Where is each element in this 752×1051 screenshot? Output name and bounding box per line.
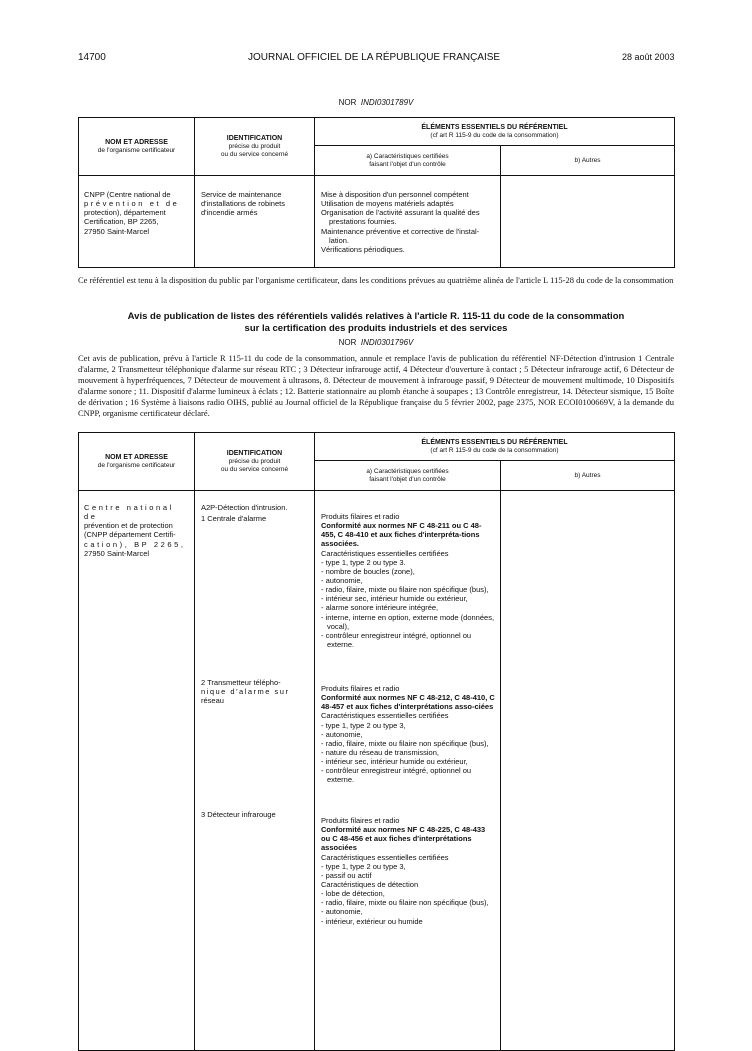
block-heading: Caractéristiques essentielles certifiées [321, 548, 449, 558]
conformity-statement: Conformité aux normes NF C 48-211 ou C 48-455, C 48-410 et aux fiches d'interpréta-tions associées. [321, 521, 482, 549]
t1-service-line: d'incendie armés [201, 208, 258, 218]
t1-org-line: protection), département [84, 208, 166, 218]
t1-item: Maintenance préventive et corrective de l'instal- [321, 226, 480, 236]
col-ref-sub: (cf art R 115-9 du code de la consommation) [430, 131, 559, 139]
product-block [321, 684, 496, 806]
col-header-name [79, 433, 195, 491]
col-ref-title: ÉLÉMENTS ESSENTIELS DU RÉFÉRENTIEL [421, 123, 568, 131]
t2-product-label-line: 3 Détecteur infrarouge [201, 810, 276, 820]
t1-item: Utilisation de moyens matériels adaptés [321, 199, 454, 209]
col-header-ident [195, 118, 315, 176]
col-a-line1: a) Caractéristiques certifiées [366, 468, 449, 476]
characteristic-item: - radio, filaire, mixte ou filaire non spécifique (bus), [321, 585, 489, 595]
t2-org-line: cation), BP 2265, [84, 539, 186, 549]
t2-characteristics-cell [315, 491, 501, 1051]
product-block [321, 512, 496, 674]
referentiel-table-1 [78, 117, 675, 268]
characteristics-list [321, 889, 496, 926]
characteristic-item: - type 1, type 2 ou type 3, [321, 861, 406, 871]
characteristics-list [321, 862, 496, 880]
t1-org-cell [79, 176, 195, 268]
characteristic-item: - lobe de détection, [321, 889, 385, 899]
t1-characteristics-cell [315, 176, 501, 268]
notice-title-line1: Avis de publication de listes des référentiels validés relatives à l'article R. 115-11 du code de la consommation [127, 311, 625, 322]
characteristic-item: - radio, filaire, mixte ou filaire non spécifique (bus), [321, 738, 489, 748]
characteristic-item: - type 1, type 2 ou type 3. [321, 557, 406, 567]
t1-item: Mise à disposition d'un personnel compétent [321, 190, 469, 199]
col-header-ref [315, 433, 675, 461]
t2-product-1-label [201, 514, 310, 678]
nor-reference-2 [0, 338, 752, 347]
block-heading: Produits filaires et radio [321, 684, 400, 693]
t2-org-line: prévention et de protection [84, 521, 173, 531]
col-ident-sub1: précise du produit [228, 143, 281, 151]
t2-org-cell [79, 491, 195, 1051]
col-ident-sub2: ou du service concerné [220, 150, 289, 158]
journal-title: JOURNAL OFFICIEL DE LA RÉPUBLIQUE FRANÇAISE [248, 52, 501, 63]
col-header-ident [195, 433, 315, 491]
col-ref-sub: (cf art R 115-9 du code de la consommation) [430, 446, 559, 454]
t2-intro: A2P-Détection d'intrusion. [201, 503, 288, 512]
characteristic-item: - contrôleur enregistreur intégré, optionnel ou externe. [321, 766, 472, 785]
col-header-b: b) Autres [501, 461, 675, 491]
t1-org-line: 27950 Saint-Marcel [84, 226, 150, 236]
col-ident-sub2: ou du service concerné [220, 465, 289, 473]
col-name-title: NOM ET ADRESSE [105, 453, 168, 461]
nor-reference-1 [0, 98, 752, 107]
characteristics-list [321, 721, 496, 785]
t2-product-blocks [321, 512, 496, 926]
characteristic-item: - autonomie, [321, 729, 363, 739]
conformity-statement: Conformité aux normes NF C 48-212, C 48-410, C 48-457 et aux fiches d'interprétations asso-ciées [321, 693, 495, 712]
t2-product-label-line: réseau [201, 696, 224, 706]
t2-org-line: Centre national de [84, 503, 174, 522]
block-heading: Caractéristiques essentielles certifiées [321, 852, 449, 862]
characteristic-item: - nombre de boucles (zone), [321, 566, 415, 576]
characteristic-item: - radio, filaire, mixte ou filaire non spécifique (bus), [321, 898, 489, 908]
t2-product-label-line: 2 Transmetteur télépho- [201, 678, 281, 688]
characteristic-item: - passif ou actif [321, 870, 372, 880]
t1-item: Organisation de l'activité assurant la qualité des [321, 208, 480, 218]
t1-service-line: Service de maintenance [201, 190, 282, 199]
characteristic-item: - intérieur, extérieur ou humide [321, 916, 423, 926]
col-header-a [315, 146, 501, 176]
t2-org-line: 27950 Saint-Marcel [84, 548, 150, 558]
t1-org-line: prévention et de [84, 199, 180, 209]
col-a-line1: a) Caractéristiques certifiées [366, 153, 449, 161]
characteristic-item: - autonomie, [321, 907, 363, 917]
col-ref-title: ÉLÉMENTS ESSENTIELS DU RÉFÉRENTIEL [421, 438, 568, 446]
characteristic-item: - intérieur sec, intérieur humide ou extérieur, [321, 757, 468, 767]
t2-other-cell [501, 491, 675, 1051]
characteristic-item: - autonomie, [321, 575, 363, 585]
col-a-line2: faisant l'objet d'un contrôle [369, 475, 446, 483]
notice-title-line2: sur la certification des produits industriels et des services [244, 322, 508, 334]
col-header-b: b) Autres [501, 146, 675, 176]
t2-product-3-label [201, 810, 310, 819]
referentiel-table-2 [78, 432, 675, 1051]
notice-paragraph: Cet avis de publication, prévu à l'article R 115-11 du code de la consommation, annule et remplace l'avis de publication du référentiel NF-Détection d'intrusion 1 Centrale d'alarme, 2 Transmetteur téléphonique d'alarme sur réseau RTC ; 3 Détecteur infrarouge actif, 4 Détecteur d'ouverture à contact ; 5 Détecteur infrarouge actif, 6 Détecteur de mouvement à hyperfréquences, 7 Détecteur de mouvement à ultrasons, 8. Détecteur de mouvement à infrarouge passif, 9 Détecteur de mouvement multimode, 10 Dispositifs d'alarme sonore ; 11. Dispositif d'alarme lumineux à éclats ; 12. Batterie stationnaire au plomb étanche à soupapes ; 13 Contrôle enregistreur, 14. Détecteur sismique, 15 Boîte de dérivation ; 16 Système à liaisons radio OIHS, publié au Journal officiel de la République française du 5 février 2002, page 2375, NOR ECOI0100669V, à la demande du CNPP, organisme certificateur déclaré. [78, 353, 674, 419]
product-block [321, 816, 496, 926]
col-ident-title: IDENTIFICATION [226, 135, 283, 142]
t1-org-line: CNPP (Centre national de [84, 190, 171, 199]
characteristic-item: - nature du réseau de transmission, [321, 747, 439, 757]
col-name-sub: de l'organisme certificateur [97, 146, 176, 154]
col-name-title: NOM ET ADRESSE [105, 138, 168, 146]
t1-org-line: Certification, BP 2265, [84, 217, 159, 227]
t1-service-cell [195, 176, 315, 268]
publication-date: 28 août 2003 [622, 52, 675, 62]
t2-product-label-line: nique d'alarme sur [201, 687, 290, 697]
t2-product-label-line: 1 Centrale d'alarme [201, 514, 267, 524]
characteristic-item: - intérieur sec, intérieur humide ou extérieur, [321, 594, 468, 604]
t1-other-cell [501, 176, 675, 268]
characteristic-item: - contrôleur enregistreur intégré, optionnel ou externe. [321, 630, 472, 649]
col-a-line2: faisant l'objet d'un contrôle [369, 160, 446, 168]
col-name-sub: de l'organisme certificateur [97, 461, 176, 469]
conformity-statement: Conformité aux normes NF C 48-225, C 48-433 ou C 48-456 et aux fiches d'interprétations associées [321, 825, 486, 853]
nor-label: NOR [338, 98, 357, 107]
nor-code: INDI0301789V [360, 98, 414, 107]
col-header-a [315, 461, 501, 491]
block-heading: Caractéristiques de détection [321, 879, 419, 889]
page-number: 14700 [78, 52, 106, 63]
col-header-ref [315, 118, 675, 146]
t2-org-line: (CNPP département Certifi- [84, 530, 176, 540]
block-heading: Produits filaires et radio [321, 512, 400, 521]
characteristic-item: - alarme sonore intérieure intégrée, [321, 603, 439, 613]
notice-title [78, 311, 674, 335]
nor-label: NOR [338, 338, 357, 347]
t2-product-cell [195, 491, 315, 1051]
col-header-name [79, 118, 195, 176]
nor-code: INDI0301796V [360, 338, 414, 347]
t1-item: Vérifications périodiques. [321, 244, 405, 254]
col-ident-title: IDENTIFICATION [226, 450, 283, 457]
characteristic-item: - interne, interne en option, externe mode (données, vocal), [321, 612, 495, 631]
t1-item: lation. [329, 235, 350, 245]
block-heading: Produits filaires et radio [321, 816, 400, 825]
block-heading: Caractéristiques essentielles certifiées [321, 711, 449, 721]
t1-item: prestations fournies. [329, 217, 397, 227]
characteristic-item: - type 1, type 2 ou type 3, [321, 720, 406, 730]
availability-note: Ce référentiel est tenu à la disposition du public par l'organisme certificateur, dans les conditions prévues au quatrième alinéa de l'article L 115-28 du code de la consommation [78, 275, 674, 285]
characteristics-list [321, 558, 496, 649]
col-ident-sub1: précise du produit [228, 458, 281, 466]
t1-service-line: d'installations de robinets [201, 199, 285, 209]
t2-product-2-label [201, 678, 310, 810]
